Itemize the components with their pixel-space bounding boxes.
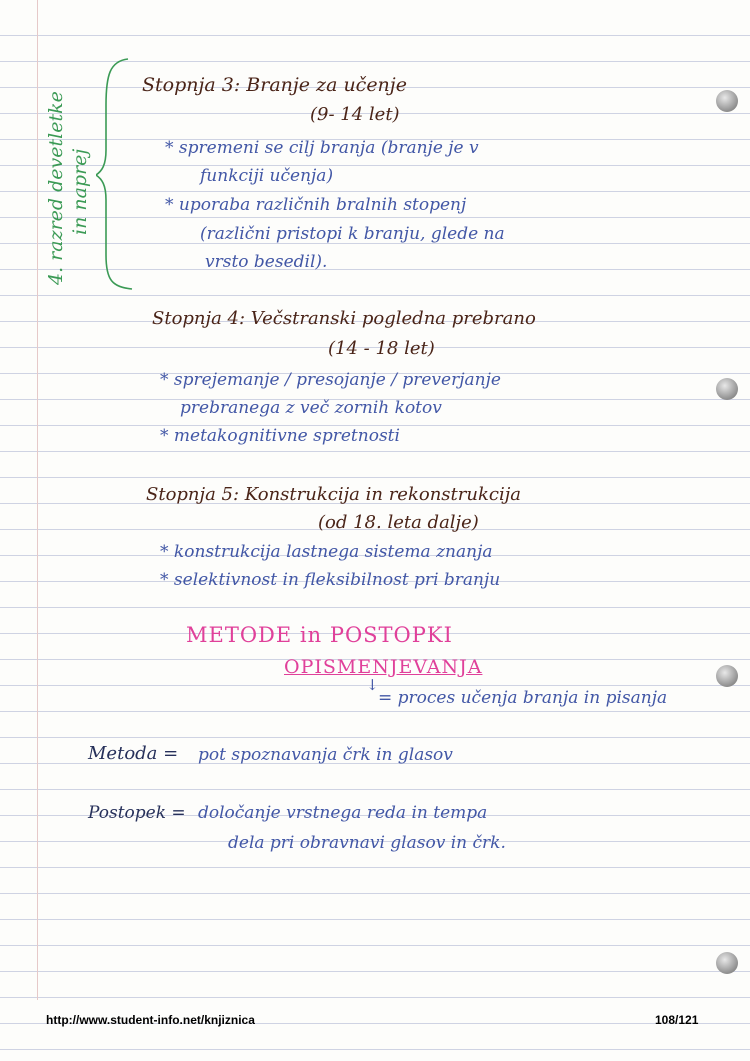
- stage3-title: Stopnja 3: Branje za učenje: [142, 74, 407, 96]
- punch-hole-icon: [716, 90, 738, 112]
- curly-brace-icon: [96, 55, 136, 295]
- punch-hole-icon: [716, 952, 738, 974]
- metoda-definition: pot spoznavanja črk in glasov: [198, 745, 453, 765]
- methods-heading-1: METODE in POSTOPKI: [186, 623, 453, 647]
- methods-heading-2: OPISMENJEVANJA: [284, 656, 483, 678]
- stage5-bullet-2: * selektivnost in fleksibilnost pri branju: [160, 570, 501, 590]
- stage4-title: Stopnja 4: Večstranski pogledna prebrano: [152, 308, 536, 329]
- arrow-down-icon: ↓: [366, 676, 379, 694]
- margin-note: [45, 25, 95, 285]
- metoda-term: Metoda =: [88, 743, 179, 764]
- stage4-bullet-2: * metakognitivne spretnosti: [160, 426, 400, 446]
- stage3-bullet-2-cont2: vrsto besedil).: [205, 252, 328, 272]
- stage4-age: (14 - 18 let): [328, 338, 435, 359]
- postopek-term: Postopek =: [88, 803, 186, 823]
- stage3-bullet-2: * uporaba različnih bralnih stopenj: [165, 195, 467, 215]
- stage5-title: Stopnja 5: Konstrukcija in rekonstrukcija: [146, 484, 522, 505]
- punch-hole-icon: [716, 378, 738, 400]
- margin-line: [37, 0, 38, 1000]
- postopek-definition-1: določanje vrstnega reda in tempa: [198, 803, 488, 823]
- page-number: 108/121: [655, 1013, 699, 1027]
- stage4-bullet-1: * sprejemanje / presojanje / preverjanje: [160, 370, 501, 390]
- stage4-bullet-1-cont: prebranega z več zornih kotov: [180, 398, 442, 418]
- stage3-age: (9- 14 let): [310, 104, 400, 125]
- margin-note-line2: in naprej: [69, 148, 91, 235]
- stage3-bullet-1: * spremeni se cilj branja (branje je v: [165, 138, 479, 158]
- stage3-bullet-2-cont: (različni pristopi k branju, glede na: [200, 224, 505, 244]
- margin-note-line1: 4. razred devetletke: [45, 91, 67, 285]
- methods-definition: = proces učenja branja in pisanja: [378, 688, 668, 708]
- stage5-age: (od 18. leta dalje): [318, 512, 479, 533]
- footer-url[interactable]: http://www.student-info.net/knjiznica: [46, 1013, 255, 1027]
- punch-hole-icon: [716, 665, 738, 687]
- stage3-bullet-1-cont: funkciji učenja): [200, 166, 334, 186]
- postopek-definition-2: dela pri obravnavi glasov in črk.: [228, 833, 506, 853]
- stage5-bullet-1: * konstrukcija lastnega sistema znanja: [160, 542, 493, 562]
